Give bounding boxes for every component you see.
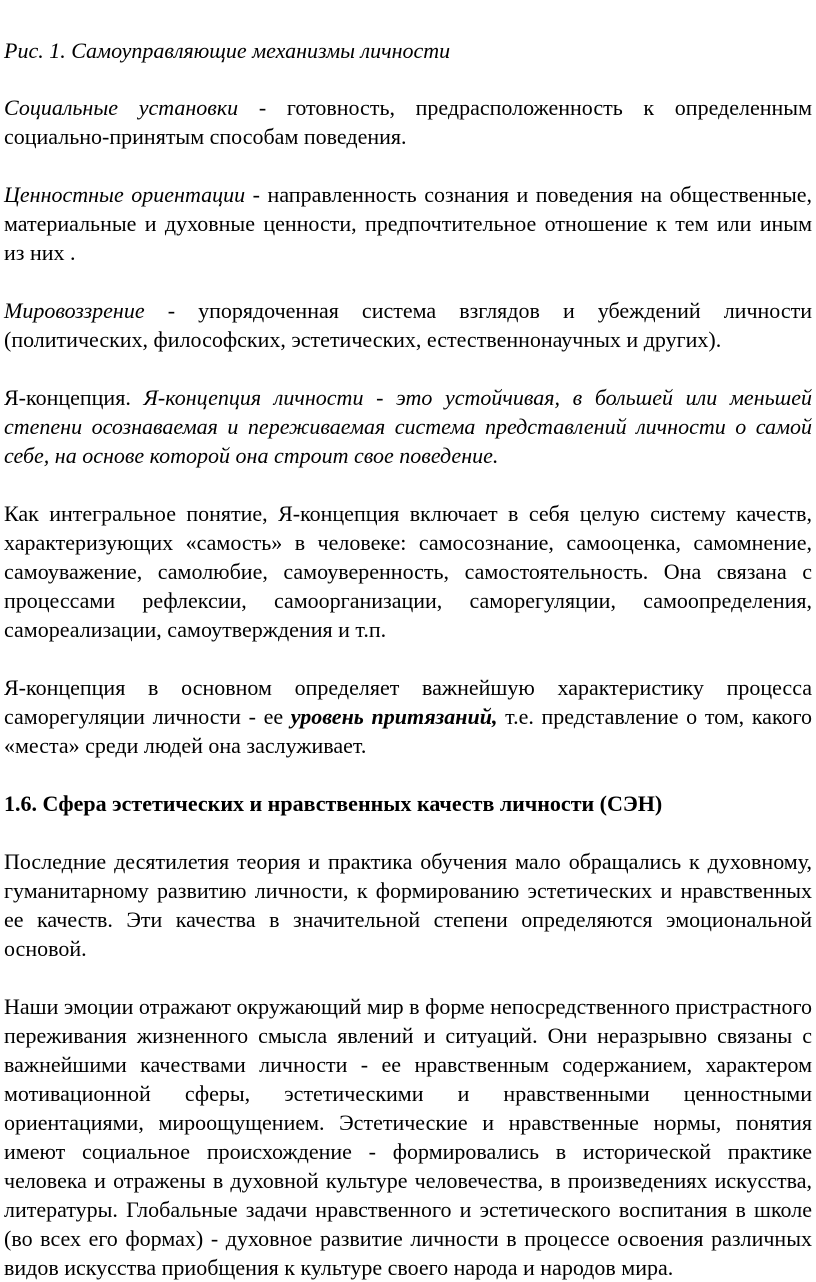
aspiration-text-before: Я-концепция в основном определяет важнейшую характеристику процесса саморегуляции личности - ее — [4, 675, 812, 729]
definition-text: - готовность, предрасположенность к определенным социально-принятым способам поведения. — [4, 95, 812, 149]
recent-decades-paragraph: Последние десятилетия теория и практика обучения мало обращались к духовному, гуманитарному развитию личности, к формированию эстетических и нравственных ее качеств. Эти качества в значительной степени определяются эмоциональной основой. — [4, 849, 812, 961]
definition-worldview — [4, 296, 812, 354]
self-concept-lead: Я-концепция. — [4, 385, 131, 410]
aspiration-emphasis: уровень притязаний, — [290, 704, 498, 729]
aspiration-paragraph — [4, 673, 812, 760]
definition-term: Мировоззрение — [4, 298, 145, 323]
self-concept-definition: Я-концепция личности - это устойчивая, в большей или меньшей степени осознаваемая и переживаемая система представлений личности о самой себе, на основе которой она строит свое поведение. — [4, 385, 812, 468]
definition-term: Социальные установки — [4, 95, 239, 120]
section-heading: 1.6. Сфера эстетических и нравственных качеств личности (СЭН) — [4, 791, 663, 816]
figure-caption: Рис. 1. Самоуправляющие механизмы личности — [4, 38, 451, 63]
definition-value-orientations — [4, 180, 812, 267]
integral-concept-paragraph: Как интегральное понятие, Я-концепция включает в себя целую систему качеств, характеризующих «самость» в человеке: самосознание, самооценка, самомнение, самоуважение, самолюбие, самоуверенность, самостоятельность. Она связана с процессами рефлексии, самоорганизации, саморегуляции, самоопределения, самореализации, самоутверждения и т.п. — [4, 501, 812, 642]
definition-social-attitudes — [4, 93, 812, 151]
aspiration-text-after: т.е. представление о том, какого «места» среди людей она заслуживает. — [4, 704, 812, 758]
emotions-paragraph: Наши эмоции отражают окружающий мир в форме непосредственного пристрастного переживания жизненного смысла явлений и ситуаций. Они неразрывно связаны с важнейшими качествами личности - ее нравственным содержанием, характером мотивационной сферы, эстетическими и нравственными ценностными ориентациями, мироощущением. Эстетические и нравственные нормы, понятия имеют социальное происхождение - формировались в исторической практике человека и отражены в духовной культуре человечества, в произведениях искусства, литературы. Глобальные задачи нравственного и эстетического воспитания в школе (во всех его формах) - духовное развитие личности в процессе освоения различных видов искусства приобщения к культуре своего народа и народов мира. — [4, 994, 812, 1280]
self-concept-paragraph — [4, 383, 812, 470]
definition-text: - упорядоченная система взглядов и убеждений личности (политических, философских, эстетических, естественнонаучных и других). — [4, 298, 812, 352]
definition-text: - направленность сознания и поведения на общественные, материальные и духовные ценности, предпочтительное отношение к тем или иным из них . — [4, 182, 812, 265]
definition-term: Ценностные ориентации — [4, 182, 246, 207]
